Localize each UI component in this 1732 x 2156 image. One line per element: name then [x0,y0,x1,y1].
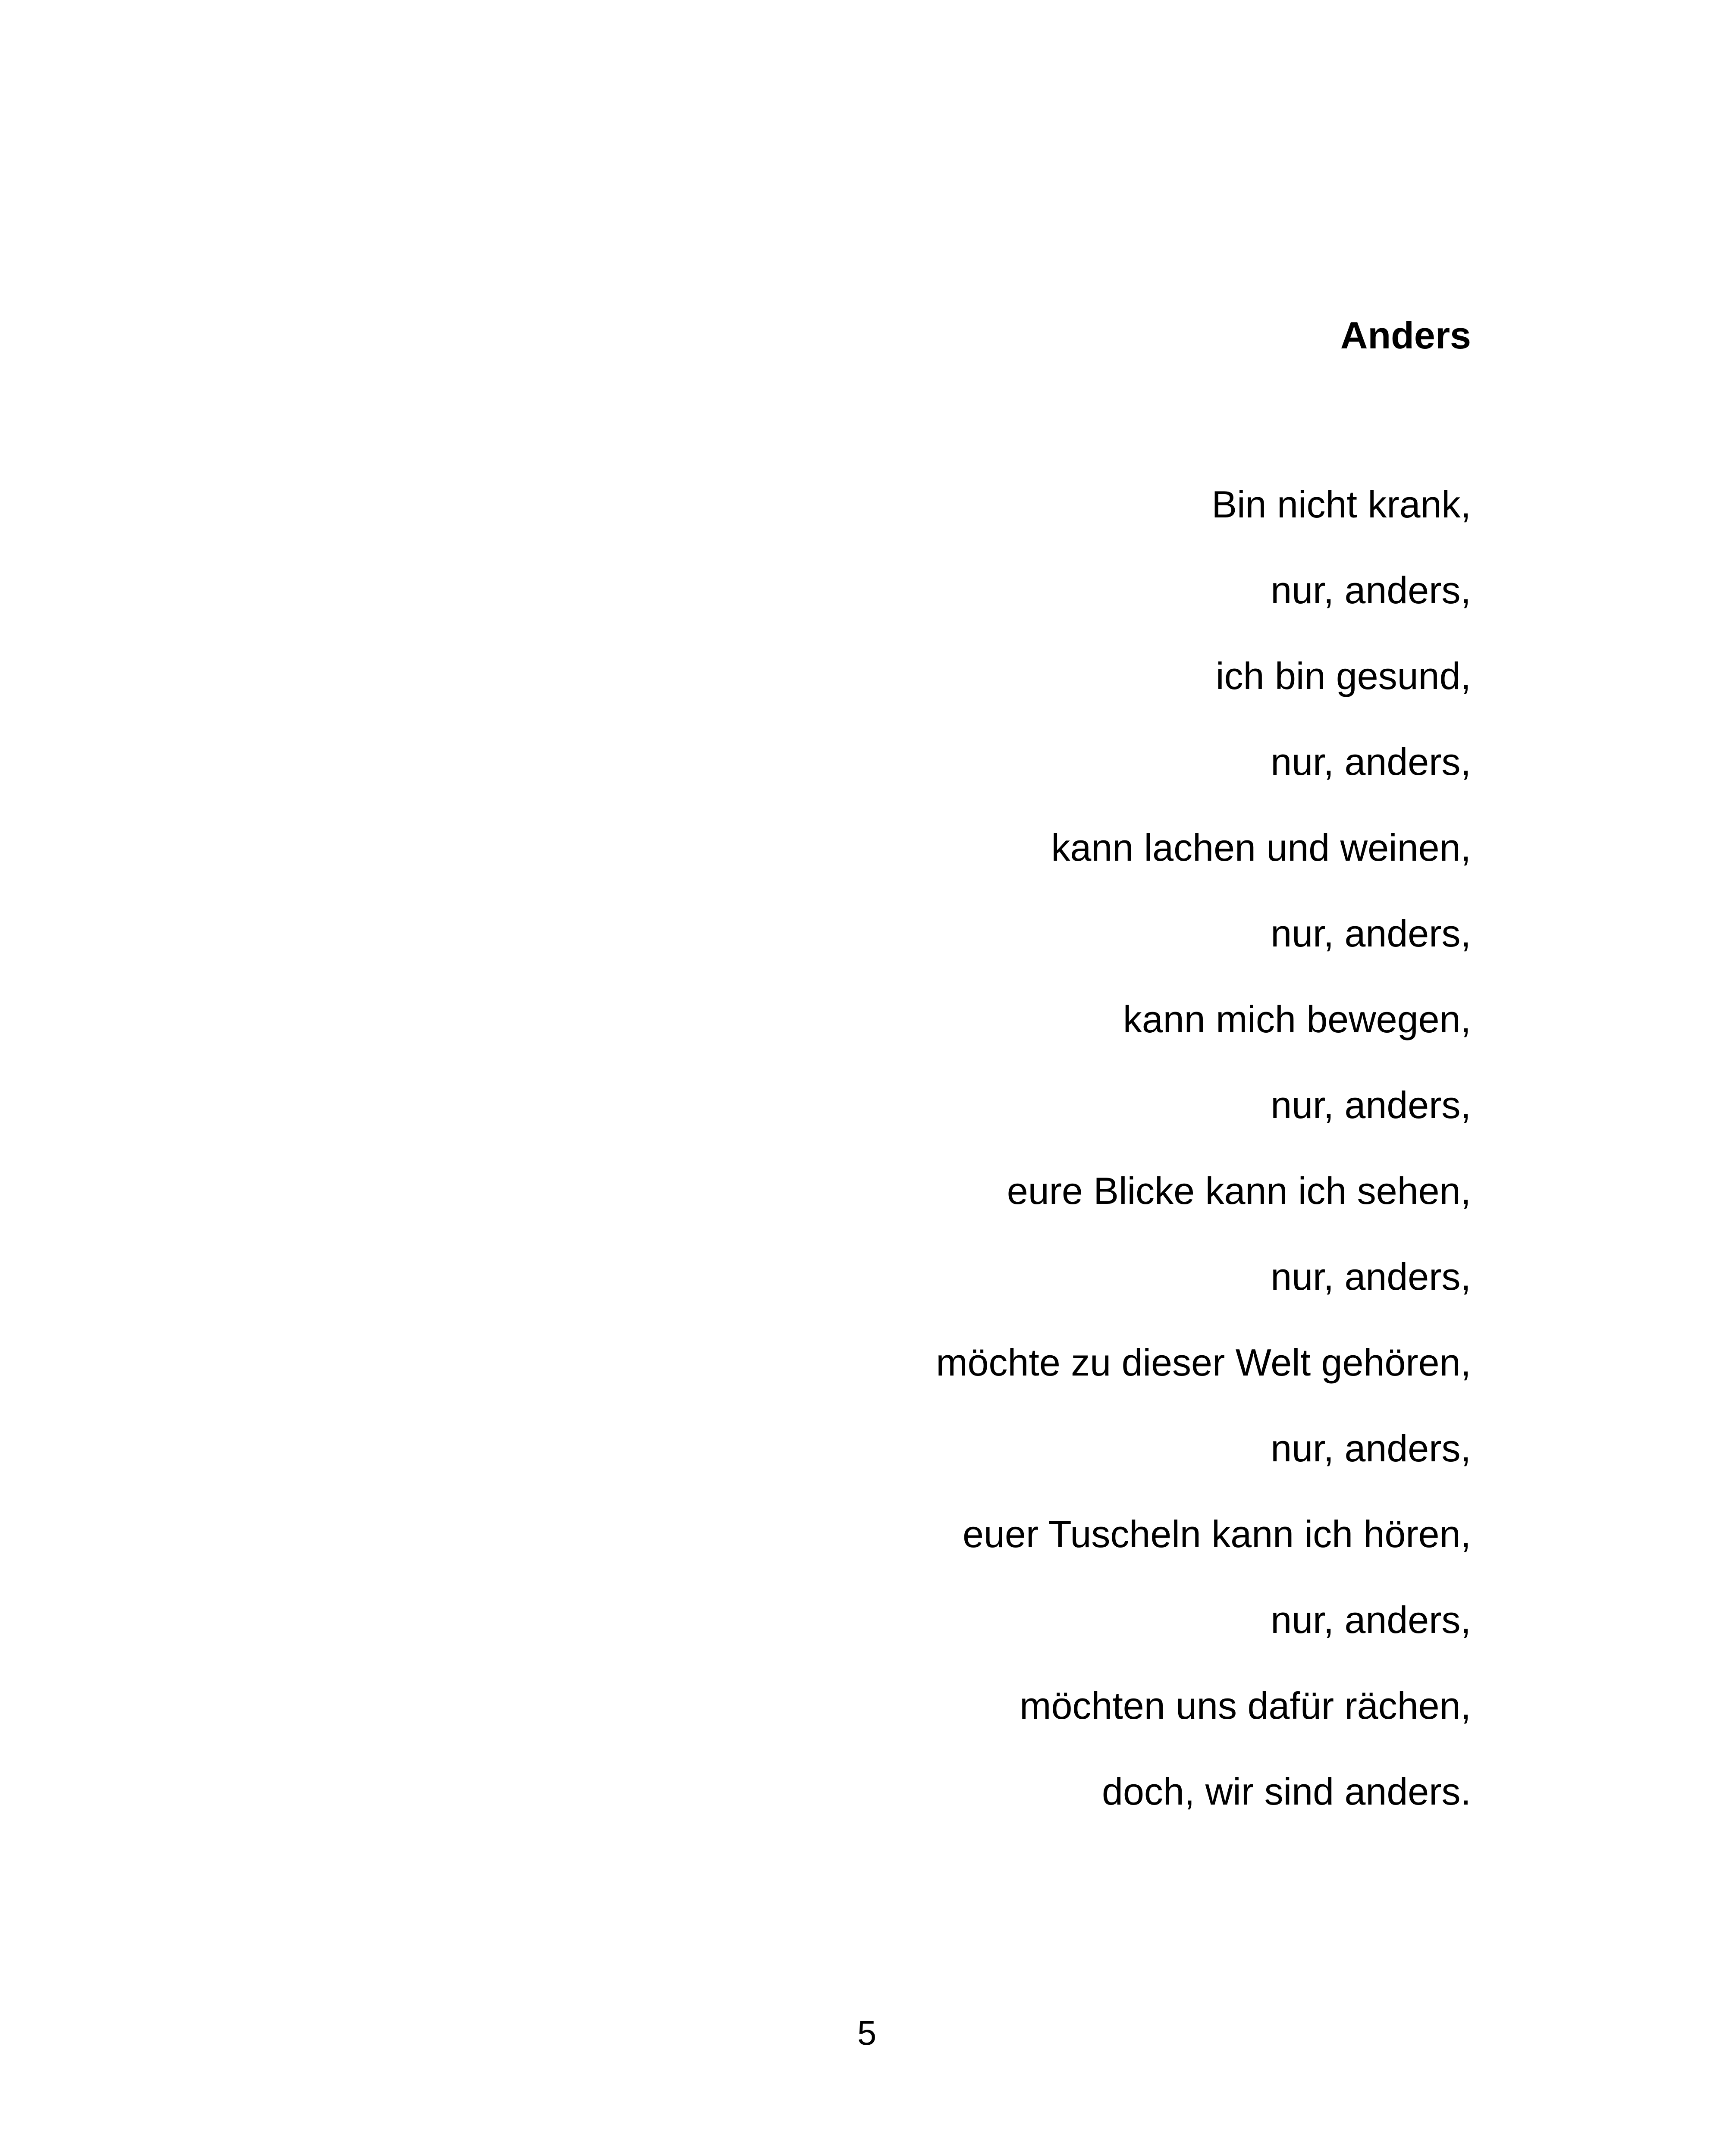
poem-line: kann lachen und weinen, [1051,826,1471,869]
poem-line: Bin nicht krank, [1211,483,1471,526]
poem-line: euer Tuscheln kann ich hören, [963,1513,1471,1555]
poem-line: nur, anders, [1271,1598,1471,1641]
poem-line: doch, wir sind anders. [1102,1770,1471,1813]
poem-line: möchten uns dafür rächen, [1020,1684,1471,1727]
poem-body [936,479,1471,1852]
poem-line: nur, anders, [1271,912,1471,955]
poem-line: nur, anders, [1271,569,1471,611]
poem-line: eure Blicke kann ich sehen, [1007,1169,1471,1212]
poem-line: nur, anders, [1271,1255,1471,1298]
poem-line: möchte zu dieser Welt gehören, [936,1341,1471,1384]
poem-line: nur, anders, [1271,1427,1471,1470]
poem-line: nur, anders, [1271,740,1471,783]
page-number: 5 [857,2014,877,2052]
poem-line: kann mich bewegen, [1123,998,1471,1040]
poem-line: ich bin gesund, [1216,655,1471,697]
poem-line: nur, anders, [1271,1084,1471,1126]
poem-title: Anders [1340,314,1471,357]
